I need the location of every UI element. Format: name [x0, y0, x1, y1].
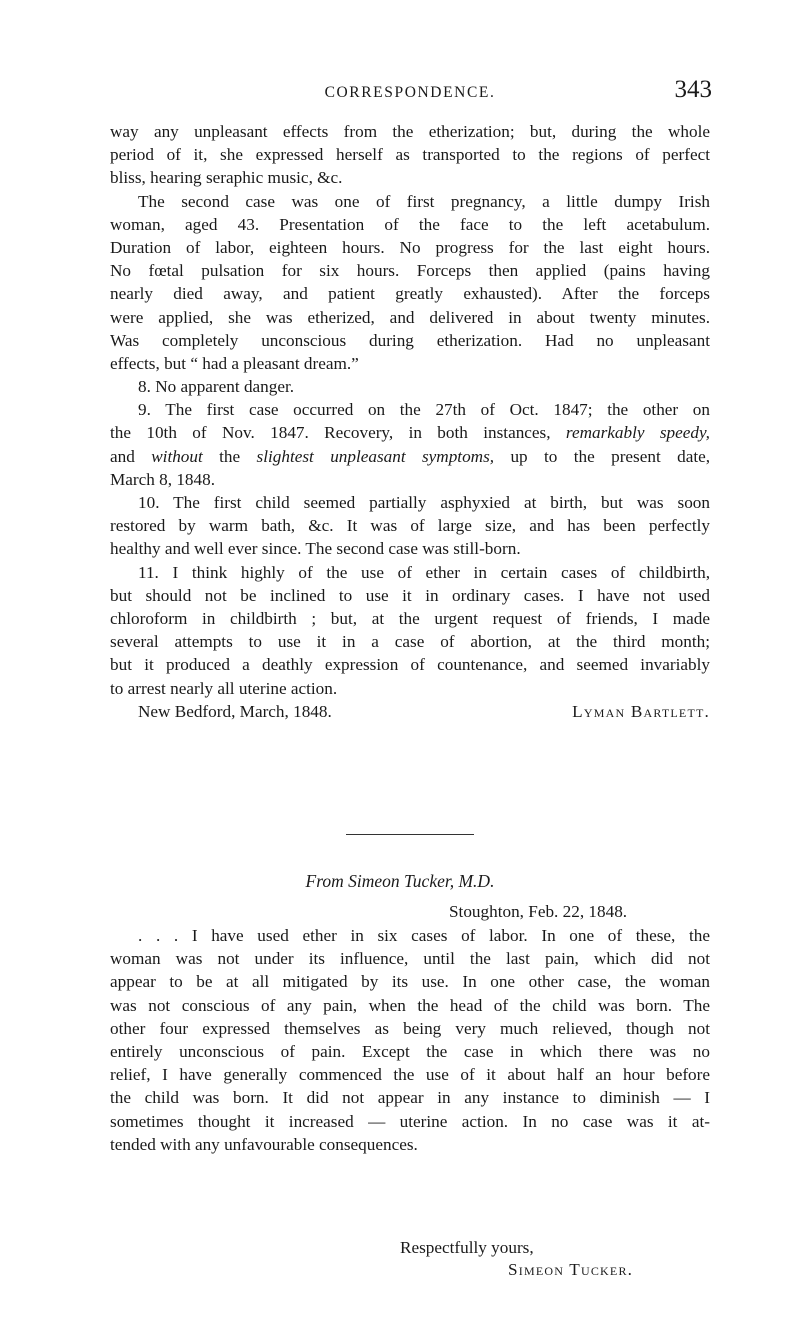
signature: Lyman Bartlett. [572, 701, 710, 721]
text-line: appear to be at all mitigated by its use. In one other case, the woman [110, 972, 710, 992]
text-line-mixed [110, 421, 710, 444]
text-line: restored by warm bath, &c. It was of large size, and has been perfectly [110, 516, 710, 536]
text-line: 10. The first child seemed partially asphyxied at birth, but was soon [138, 493, 710, 512]
text-line: was not conscious of any pain, when the head of the child was born. The [110, 995, 710, 1015]
text-run: the [219, 446, 241, 466]
text-line: were applied, she was etherized, and delivered in about twenty minutes. [110, 307, 710, 327]
running-head [110, 76, 710, 106]
text-line: . . . I have used ether in six cases of labor. In one of these, the [138, 926, 710, 945]
letter-bartlett-body [110, 120, 710, 723]
text-line: No fœtal pulsation for six hours. Forceps then applied (pains having [110, 261, 710, 281]
text-line: Duration of labor, eighteen hours. No progress for the last eight hours. [110, 237, 710, 257]
text-run: the 10th of Nov. 1847. Recovery, in both instances, [110, 423, 551, 443]
text-line: relief, I have generally commenced the use of it about half an hour before [110, 1065, 710, 1085]
section-divider [346, 834, 474, 835]
letter-tucker-heading: From Simeon Tucker, M.D. [305, 871, 495, 891]
text-line: several attempts to use it in a case of abortion, at the third month; [110, 632, 710, 652]
running-title: CORRESPONDENCE. [324, 84, 496, 101]
text-run: up to the present date, [510, 446, 711, 466]
text-line: bliss, hearing seraphic music, &c. [110, 168, 343, 188]
text-line: effects, but “ had a pleasant dream.” [110, 353, 359, 373]
text-run-italic: slightest unpleasant symptoms, [256, 446, 495, 466]
text-line: entirely unconscious of pain. Except the case in which there was no [110, 1041, 710, 1061]
letter-tucker-body [110, 924, 710, 1156]
signature: Simeon Tucker. [508, 1260, 634, 1279]
text-line: period of it, she expressed herself as transported to the regions of perfect [110, 145, 710, 165]
closing: Respectfully yours, [400, 1238, 534, 1257]
text-line: sometimes thought it increased — uterine action. In no case was it at- [110, 1111, 710, 1131]
text-line: to arrest nearly all uterine action. [110, 678, 338, 698]
text-line: nearly died away, and patient greatly exhausted). After the forceps [110, 284, 710, 304]
page-number: 343 [674, 76, 712, 103]
text-line: chloroform in childbirth ; but, at the urgent request of friends, I made [110, 608, 710, 628]
text-run-italic: without [151, 446, 203, 466]
text-line: healthy and well ever since. The second case was still-born. [110, 539, 521, 559]
text-line: 9. The first case occurred on the 27th of Oct. 1847; the other on [138, 400, 710, 420]
text-line: but should not be inclined to use it in ordinary cases. I have not used [110, 585, 710, 605]
text-line-mixed [110, 445, 710, 468]
text-line: but it produced a deathly expression of countenance, and seemed invariably [110, 655, 710, 675]
text-line: March 8, 1848. [110, 469, 216, 489]
text-line: Was completely unconscious during etherization. Had no unpleasant [110, 330, 710, 350]
text-line: woman, aged 43. Presentation of the face to the left acetabulum. [110, 214, 710, 234]
place-date: Stoughton, Feb. 22, 1848. [449, 902, 628, 921]
text-line: way any unpleasant effects from the etherization; but, during the whole [110, 122, 710, 141]
text-run-italic: remarkably speedy, [565, 423, 710, 443]
text-run: and [110, 446, 135, 466]
text-line: other four expressed themselves as being very much relieved, though not [110, 1018, 710, 1038]
text-line: 8. No apparent danger. [138, 377, 295, 397]
text-line: tended with any unfavourable consequences. [110, 1134, 418, 1154]
text-line: The second case was one of first pregnancy, a little dumpy Irish [138, 191, 710, 211]
text-line: 11. I think highly of the use of ether in certain cases of childbirth, [138, 562, 710, 582]
text-line: woman was not under its influence, until the last pain, which did not [110, 949, 710, 969]
place-date: New Bedford, March, 1848. [138, 701, 332, 721]
letter-bartlett-signoff [110, 700, 710, 723]
text-line: the child was born. It did not appear in any instance to diminish — I [110, 1088, 710, 1108]
